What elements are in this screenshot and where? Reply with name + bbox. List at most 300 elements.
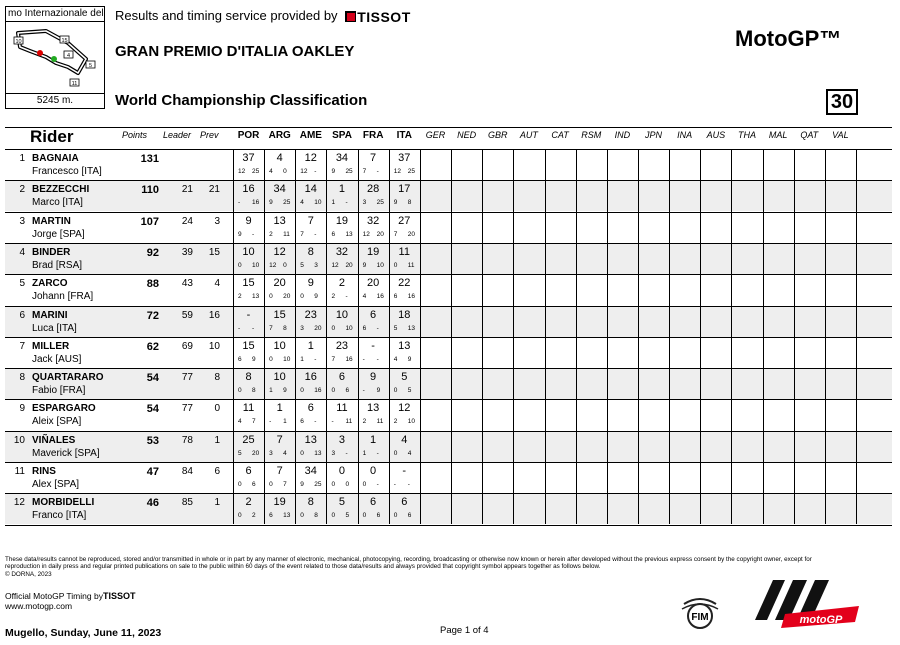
standings-row: [5, 431, 892, 462]
feature-points: 11: [283, 230, 290, 238]
sprint-points: 0: [331, 512, 336, 520]
event-date: Mugello, Sunday, June 11, 2023: [5, 627, 162, 639]
feature-points: 4: [283, 449, 287, 457]
race-points: 34: [273, 183, 286, 196]
sprint-points: -: [331, 418, 334, 426]
sprint-points: 7: [331, 355, 336, 363]
sprint-points: 0: [393, 449, 398, 457]
sprint-points: -: [393, 481, 396, 488]
rider-points: 53: [146, 434, 159, 447]
race-points: 16: [304, 371, 317, 384]
race-points: 1: [307, 339, 314, 352]
feature-points: 25: [407, 168, 415, 175]
rider-gap-leader: 21: [181, 184, 193, 196]
rider-surname: BEZZECCHI: [32, 184, 90, 196]
rider-points: 54: [146, 403, 159, 416]
sprint-points: 0: [269, 481, 273, 488]
rider-position: 3: [19, 215, 25, 227]
standings-row: [5, 462, 892, 493]
rider-points: 107: [140, 215, 159, 228]
fim-logo-text: FIM: [691, 612, 709, 623]
sprint-points: 0: [393, 387, 398, 395]
race-points: 11: [398, 245, 410, 258]
col-header-race: THA: [737, 130, 756, 140]
sprint-points: 5: [238, 449, 242, 457]
feature-points: 25: [314, 481, 322, 488]
feature-points: 20: [345, 261, 353, 269]
feature-points: -: [314, 230, 317, 238]
sprint-points: -: [238, 199, 241, 207]
rider-surname: MORBIDELLI: [32, 497, 95, 509]
standings-row: [5, 274, 892, 305]
col-header-rider: Rider: [30, 127, 74, 146]
race-points: 9: [245, 214, 252, 227]
rider-gap-leader: 84: [181, 466, 193, 477]
sprint-points: 7: [362, 168, 367, 175]
sprint-points: 6: [393, 293, 398, 301]
turn-label: 4: [66, 53, 71, 59]
sprint-points: 1: [362, 449, 367, 457]
race-points: 20: [273, 277, 286, 290]
rider-name-nation: Johann [FRA]: [32, 291, 94, 303]
race-points: 10: [335, 308, 349, 321]
sprint-points: 12: [393, 168, 401, 175]
rider-surname: RINS: [32, 466, 56, 477]
feature-points: 6: [407, 512, 412, 520]
race-points: 2: [338, 277, 345, 290]
feature-points: 0: [345, 481, 350, 488]
motogp-logo-text: motoGP: [799, 614, 843, 626]
standings-row: [5, 212, 892, 243]
tissot-wordmark: TISSOT: [357, 8, 411, 25]
sprint-points: 1: [269, 387, 273, 395]
sprint-points: 9: [269, 199, 273, 207]
col-header-race: ARG: [268, 130, 291, 141]
race-points: 4: [276, 152, 283, 164]
rider-surname: MARINI: [32, 309, 68, 321]
rider-surname: BINDER: [32, 246, 71, 258]
race-points: 0: [370, 465, 377, 477]
grid-line: [264, 149, 265, 524]
race-points: 17: [398, 183, 411, 196]
rider-name-nation: Maverick [SPA]: [32, 447, 100, 459]
feature-points: 10: [376, 261, 384, 269]
website-link[interactable]: www.motogp.com: [5, 601, 73, 611]
race-points: 5: [401, 371, 408, 384]
race-points: 37: [242, 152, 255, 164]
sprint-points: 0: [238, 481, 242, 488]
circuit-name: mo Internazionale del: [6, 7, 104, 22]
rider-surname: QUARTARARO: [32, 372, 104, 384]
grid-line: [326, 149, 327, 524]
feature-points: -: [345, 199, 348, 207]
rider-points: 88: [146, 278, 159, 291]
race-points: 22: [398, 277, 411, 290]
race-points: 28: [366, 183, 380, 196]
race-points: 8: [245, 371, 252, 384]
race-points: 6: [307, 402, 314, 415]
feature-points: 8: [407, 199, 412, 207]
rider-points: 131: [140, 153, 159, 165]
sprint-points: 0: [393, 512, 398, 520]
standings-row: [5, 337, 892, 368]
grid-line: [794, 149, 795, 524]
race-points: 4: [401, 433, 408, 446]
col-header-race: RSM: [581, 130, 602, 140]
rider-surname: VIÑALES: [32, 434, 76, 446]
rider-name-nation: Luca [ITA]: [32, 322, 77, 334]
rider-points: 72: [146, 309, 159, 322]
sprint-points: 2: [269, 230, 273, 238]
rider-position: 10: [13, 434, 25, 446]
feature-points: 13: [252, 293, 260, 301]
rider-position: 2: [19, 184, 25, 196]
feature-points: 10: [407, 418, 415, 426]
race-points: 7: [276, 465, 283, 477]
standings-row: [5, 180, 892, 211]
sprint-points: 0: [362, 512, 367, 520]
col-header-race: FRA: [362, 130, 384, 141]
grid-line: [607, 149, 608, 524]
race-points: 6: [370, 496, 377, 509]
standings-row: [5, 399, 892, 430]
rider-name-nation: Jorge [SPA]: [32, 228, 85, 240]
sprint-points: 0: [269, 293, 273, 301]
event-title: GRAN PREMIO D'ITALIA OAKLEY: [115, 43, 355, 60]
sprint-points: 0: [331, 387, 336, 395]
race-points: 6: [338, 371, 345, 384]
sprint-points: 0: [269, 355, 273, 363]
feature-points: 25: [376, 199, 384, 207]
sprint-points: 12: [238, 168, 246, 175]
rider-gap-previous: 1: [214, 434, 220, 446]
sprint-points: 7: [393, 230, 398, 238]
fim-logo: [680, 592, 720, 632]
col-header-race: SPA: [332, 130, 352, 141]
rider-position: 8: [19, 372, 25, 384]
sprint-points: 1: [331, 199, 336, 207]
feature-points: -: [407, 481, 410, 488]
feature-points: 20: [252, 449, 260, 457]
sprint-points: 6: [269, 512, 273, 520]
table-top-rule: [5, 127, 892, 128]
disclaimer-text: These data/results cannot be reproduced, stored and/or transmitted in whole or in part by any manner of electronic, mechanical, photocopying, recording, broadcasting or otherwise now known or herein after developed without the previous express consent by the copyright owner, except for reproduction in daily press and regular printed publications on sale to the public within 60 days of the event related to those data/results and always provided that copyright symbol appears together as follows below.: [5, 556, 812, 571]
sprint-points: 0: [238, 387, 242, 395]
race-points: 19: [366, 245, 380, 258]
grid-line: [420, 149, 421, 524]
grid-line: [233, 149, 234, 524]
feature-points: 16: [407, 293, 415, 301]
grid-line: [825, 149, 826, 524]
grid-line: [451, 149, 452, 524]
sprint-points: 0: [238, 512, 242, 520]
sprint-points: 0: [331, 324, 336, 332]
rider-points: 92: [146, 246, 159, 259]
grid-line: [358, 149, 359, 524]
race-points: 13: [273, 214, 286, 227]
motogp-brand: MotoGP™: [735, 26, 842, 51]
rider-name-nation: Fabio [FRA]: [32, 385, 86, 397]
feature-points: 9: [252, 355, 256, 363]
feature-points: 16: [345, 355, 353, 363]
race-points: 5: [338, 496, 345, 509]
rider-gap-leader: 77: [181, 372, 193, 384]
feature-points: 20: [314, 324, 322, 332]
rider-gap-previous: 6: [214, 466, 220, 477]
rider-points: 110: [141, 184, 159, 197]
feature-points: 7: [283, 481, 287, 488]
sprint-points: 4: [393, 355, 398, 363]
grid-line: [482, 149, 483, 524]
feature-points: 3: [314, 261, 318, 269]
rider-points: 54: [146, 372, 159, 385]
race-points: 15: [242, 339, 255, 352]
rider-surname: ESPARGARO: [32, 403, 96, 415]
rider-gap-previous: 10: [208, 340, 220, 352]
feature-points: 13: [283, 512, 291, 520]
race-points: 12: [398, 402, 411, 415]
timing-provider-text: Results and timing service provided by: [115, 8, 338, 23]
feature-points: 9: [314, 293, 318, 301]
feature-points: 11: [407, 261, 415, 269]
feature-points: 7: [252, 418, 256, 426]
grid-line: [700, 149, 701, 524]
col-header-prev: Prev: [200, 130, 219, 140]
race-points: 9: [370, 371, 377, 384]
sprint-points: -: [362, 387, 365, 395]
race-points: 6: [401, 496, 408, 509]
sprint-points: 0: [300, 449, 304, 457]
grid-line: [856, 149, 857, 524]
disclaimer: [5, 556, 835, 578]
standings-row: [5, 243, 892, 274]
sprint-points: 0: [362, 481, 367, 488]
sprint-points: 0: [393, 261, 398, 269]
race-points: 11: [242, 402, 255, 415]
sprint-points: 1: [300, 355, 304, 363]
rider-surname: MARTIN: [32, 215, 71, 227]
feature-points: 5: [407, 387, 412, 395]
standings-row: [5, 493, 892, 524]
col-header-race: GBR: [488, 130, 508, 140]
race-points: 18: [398, 308, 411, 321]
feature-points: 20: [376, 230, 384, 238]
race-points: 12: [304, 152, 317, 164]
col-header-race: IND: [614, 130, 631, 140]
sprint-points: 3: [362, 199, 367, 207]
sprint-points: 3: [269, 449, 273, 457]
feature-points: 6: [345, 387, 350, 395]
turn-label: 5: [88, 63, 93, 69]
sprint-points: 0: [300, 293, 304, 301]
race-points: 1: [370, 433, 377, 446]
rider-position: 5: [19, 278, 25, 290]
race-points: 19: [335, 214, 349, 227]
feature-points: 1: [283, 418, 287, 426]
tissot-logo: [345, 9, 411, 25]
sprint-points: 12: [362, 230, 370, 238]
rider-gap-previous: 15: [208, 246, 220, 258]
circuit-length: 5245 m.: [6, 93, 104, 108]
feature-points: 6: [252, 481, 256, 488]
sprint-points: -: [362, 355, 365, 363]
rider-gap-previous: 3: [214, 215, 220, 227]
rider-name-nation: Franco [ITA]: [32, 510, 87, 522]
standings-row: [5, 149, 892, 180]
rider-gap-leader: 78: [181, 434, 193, 446]
turn-label: 15: [61, 38, 68, 44]
rider-gap-leader: 59: [181, 309, 193, 321]
rider-points: 62: [146, 340, 159, 353]
race-points: -: [246, 308, 251, 321]
sprint-points: 2: [362, 418, 367, 426]
race-points: 32: [335, 245, 349, 258]
feature-points: 5: [345, 512, 350, 520]
col-header-race: INA: [677, 130, 693, 140]
race-points: 13: [366, 402, 380, 415]
turn-label: 11: [71, 81, 78, 87]
rider-points: 47: [146, 466, 159, 478]
race-points: 23: [335, 339, 349, 352]
feature-points: 9: [376, 387, 381, 395]
rider-position: 1: [19, 153, 25, 164]
feature-points: 13: [407, 324, 415, 332]
feature-points: 10: [345, 324, 353, 332]
sprint-points: 2: [393, 418, 398, 426]
race-points: 11: [336, 402, 348, 415]
col-header-leader: Leader: [163, 130, 192, 140]
rider-gap-leader: 69: [181, 340, 193, 352]
rider-surname: ZARCO: [32, 278, 68, 290]
feature-points: 13: [314, 449, 322, 457]
rider-gap-previous: 21: [208, 184, 220, 196]
feature-points: -: [252, 324, 255, 332]
sprint-points: 5: [300, 261, 304, 269]
col-header-race: ITA: [396, 130, 412, 141]
rider-name-nation: Aleix [SPA]: [32, 416, 82, 428]
feature-points: -: [376, 481, 379, 488]
rider-gap-previous: 8: [214, 372, 220, 384]
feature-points: 13: [345, 230, 353, 238]
feature-points: -: [314, 418, 317, 426]
rider-position: 12: [13, 497, 25, 509]
col-header-race: POR: [237, 130, 260, 141]
feature-points: 10: [314, 199, 322, 207]
feature-points: 16: [252, 199, 260, 207]
race-points: 1: [338, 183, 345, 196]
feature-points: -: [345, 449, 348, 457]
col-header-race: VAL: [832, 130, 849, 140]
rider-position: 11: [14, 466, 25, 477]
race-points: 7: [276, 433, 283, 446]
rider-gap-leader: 24: [181, 215, 193, 227]
race-points: 27: [398, 214, 411, 227]
feature-points: 16: [376, 293, 384, 301]
feature-points: -: [376, 449, 379, 457]
grid-line: [669, 149, 670, 524]
official-timing: [5, 591, 135, 601]
race-points: 10: [273, 339, 286, 352]
race-points: 14: [304, 183, 317, 196]
rider-name-nation: Marco [ITA]: [32, 197, 83, 209]
rider-gap-leader: 77: [181, 403, 193, 415]
race-points: 16: [242, 183, 255, 196]
sprint-points: -: [238, 324, 241, 332]
rider-gap-leader: 39: [181, 246, 193, 258]
grid-line: [731, 149, 732, 524]
sprint-points: 9: [362, 261, 367, 269]
classification-title: World Championship Classification: [115, 92, 368, 109]
col-header-race: AME: [299, 130, 322, 141]
sprint-points: 4: [300, 199, 304, 207]
col-header-race: QAT: [800, 130, 819, 140]
race-points: 12: [273, 245, 286, 258]
sprint-points: 6: [238, 355, 242, 363]
col-header-race: GER: [425, 130, 446, 140]
grid-line: [638, 149, 639, 524]
copyright: © DORNA, 2023: [5, 570, 52, 578]
feature-points: -: [376, 324, 379, 332]
sprint-points: 6: [331, 230, 336, 238]
sprint-points: 5: [393, 324, 398, 332]
col-header-race: AUS: [706, 130, 726, 140]
feature-points: 25: [283, 199, 291, 207]
sprint-points: 12: [300, 168, 308, 175]
race-points: 13: [304, 433, 317, 446]
feature-points: 9: [407, 355, 412, 363]
grid-line: [763, 149, 764, 524]
feature-points: 0: [283, 168, 287, 175]
sprint-points: 0: [300, 512, 304, 520]
race-points: 10: [242, 245, 255, 258]
race-points: 37: [398, 152, 411, 164]
sprint-points: 4: [362, 293, 367, 301]
track-map: [10, 23, 102, 95]
rider-gap-leader: 85: [181, 497, 193, 509]
grid-line: [389, 149, 390, 524]
round-number: 30: [826, 89, 858, 115]
feature-points: 0: [283, 261, 287, 269]
circuit-info-box: [5, 6, 105, 109]
feature-points: 25: [252, 168, 260, 175]
rider-surname: MILLER: [32, 340, 70, 352]
grid-line: [545, 149, 546, 524]
rider-name-nation: Alex [SPA]: [32, 479, 80, 490]
col-header-race: JPN: [645, 130, 663, 140]
race-points: 13: [398, 339, 411, 352]
race-points: 2: [245, 496, 252, 509]
sprint-points: -: [269, 418, 272, 426]
tissot-cross-icon: [345, 11, 356, 22]
col-header-race: MAL: [768, 130, 788, 140]
sprint-points: 6: [362, 324, 367, 332]
col-header-race: NED: [457, 130, 477, 140]
rider-position: 4: [19, 246, 25, 258]
grid-line: [295, 149, 296, 524]
rider-name-nation: Jack [AUS]: [32, 353, 82, 365]
official-timing-brand: TISSOT: [102, 591, 136, 601]
sprint-points: 4: [238, 418, 242, 426]
race-points: 32: [366, 214, 380, 227]
col-header-race: AUT: [519, 130, 538, 140]
feature-points: -: [345, 293, 348, 301]
feature-points: 8: [283, 324, 287, 332]
feature-points: 10: [252, 261, 260, 269]
grid-line: [576, 149, 577, 524]
sprint-points: 9: [331, 168, 336, 175]
race-points: 3: [338, 433, 345, 446]
rider-gap-previous: 16: [208, 309, 220, 321]
